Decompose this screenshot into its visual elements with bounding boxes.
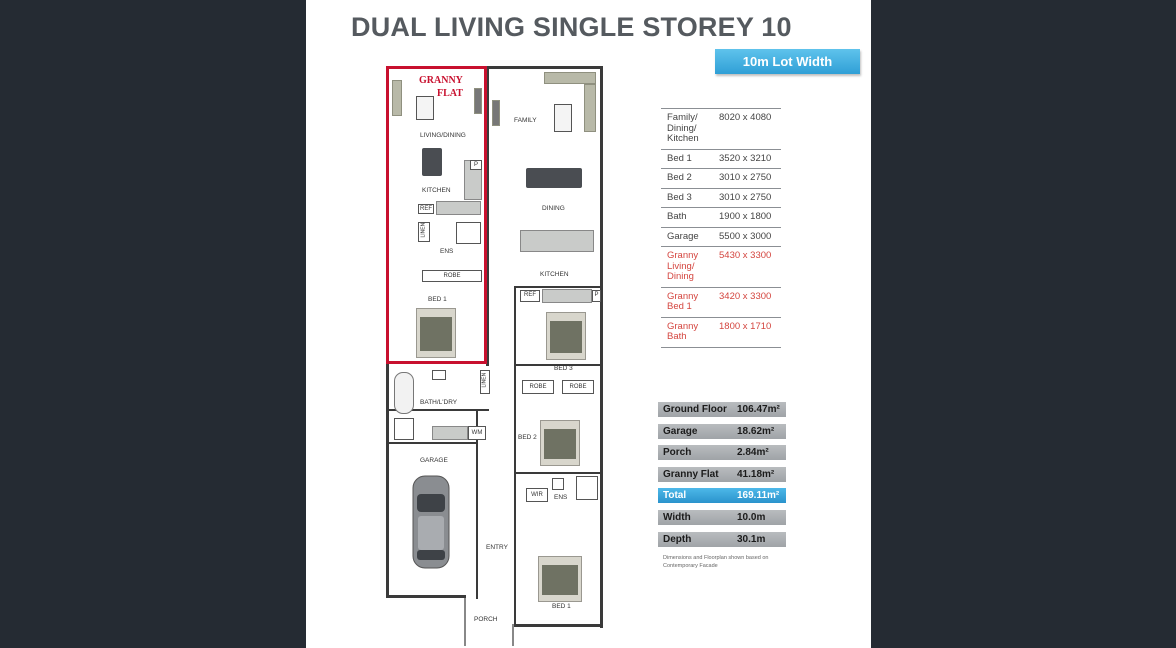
room-row xyxy=(661,149,781,169)
laundry-tub-icon xyxy=(432,426,468,440)
island-bench-icon xyxy=(520,230,594,252)
washing-machine-box: WM xyxy=(468,426,486,440)
room-row xyxy=(661,188,781,208)
room-label-dining: DINING xyxy=(542,205,565,212)
area-value: 30.1m xyxy=(737,534,766,545)
area-value: 169.11m² xyxy=(737,490,780,501)
area-bar xyxy=(658,467,786,482)
room-name: Bed 1 xyxy=(661,149,713,169)
room-label-living-dining: LIVING/DINING xyxy=(420,132,466,139)
floorplan-sheet xyxy=(306,0,871,648)
porch-wall xyxy=(464,598,466,646)
robe-box: ROBE xyxy=(522,380,554,394)
room-row xyxy=(661,208,781,228)
bed-icon xyxy=(546,312,586,360)
car-icon xyxy=(411,472,451,572)
area-value: 10.0m xyxy=(737,512,766,523)
room-row xyxy=(661,169,781,189)
pantry-box: P xyxy=(592,290,601,302)
room-size: 1900 x 1800 xyxy=(713,208,781,228)
sofa-icon xyxy=(584,84,596,132)
footnote: Dimensions and Floorplan shown based on Contemporary Facade xyxy=(663,555,769,569)
wall xyxy=(512,624,603,627)
room-name: Garage xyxy=(661,227,713,247)
tv-unit-icon xyxy=(474,88,482,114)
room-size: 1800 x 1710 xyxy=(713,317,781,347)
bed-icon xyxy=(538,556,582,602)
wall xyxy=(600,66,603,628)
linen-label: LINEN xyxy=(481,372,488,388)
lot-width-badge: 10m Lot Width xyxy=(715,49,860,74)
room-row xyxy=(661,109,781,150)
room-name: Bed 2 xyxy=(661,169,713,189)
wall xyxy=(514,286,516,626)
pantry-box: P xyxy=(470,160,482,170)
wall xyxy=(386,442,476,444)
area-bar xyxy=(658,532,786,547)
room-name: Bed 3 xyxy=(661,188,713,208)
rug-icon xyxy=(416,96,434,120)
wall xyxy=(514,472,603,474)
room-size: 3520 x 3210 xyxy=(713,149,781,169)
room-name: Granny Living/ Dining xyxy=(661,247,713,288)
wall xyxy=(386,595,466,598)
room-label-entry: ENTRY xyxy=(486,544,508,551)
toilet-icon xyxy=(552,478,564,490)
area-label: Garage xyxy=(663,426,698,437)
fridge-box: REF xyxy=(420,206,432,212)
room-row xyxy=(661,287,781,317)
linen-label: LINEN xyxy=(420,222,427,238)
tv-unit-icon xyxy=(492,100,500,126)
granny-title-2: FLAT xyxy=(437,88,463,99)
area-value: 106.47m² xyxy=(737,404,780,415)
robe-box: ROBE xyxy=(562,380,594,394)
room-row xyxy=(661,227,781,247)
area-label: Porch xyxy=(663,447,692,458)
room-label-family: FAMILY xyxy=(514,117,537,124)
shower-icon xyxy=(394,418,414,440)
room-name: Granny Bed 1 xyxy=(661,287,713,317)
room-label-bed1: BED 1 xyxy=(552,603,571,610)
area-bar xyxy=(658,510,786,525)
area-label: Total xyxy=(663,490,687,501)
linen-box xyxy=(480,370,490,394)
dining-table-icon xyxy=(526,168,582,188)
bathtub-icon xyxy=(394,372,414,414)
bed-icon xyxy=(416,308,456,358)
room-label-bed3: BED 3 xyxy=(554,365,573,372)
room-size: 5500 x 3000 xyxy=(713,227,781,247)
robe-box: ROBE xyxy=(422,270,482,282)
shower-icon xyxy=(576,476,598,500)
wall xyxy=(514,286,603,288)
room-name: Family/ Dining/ Kitchen xyxy=(661,109,713,150)
room-label-granny-ens: ENS xyxy=(440,248,454,255)
bed-icon xyxy=(540,420,580,466)
room-label-granny-kitchen: KITCHEN xyxy=(422,187,451,194)
room-size: 3010 x 2750 xyxy=(713,188,781,208)
room-label-bath-ldry: BATH/L'DRY xyxy=(420,399,458,406)
floor-plan xyxy=(386,64,606,648)
room-label-garage: GARAGE xyxy=(420,457,448,464)
room-size: 3420 x 3300 xyxy=(713,287,781,317)
area-label: Width xyxy=(663,512,691,523)
room-label-porch: PORCH xyxy=(474,616,498,623)
area-bar xyxy=(658,402,786,417)
toilet-icon xyxy=(432,370,446,380)
area-bar xyxy=(658,424,786,439)
page-title: DUAL LIVING SINGLE STOREY 10 xyxy=(351,12,792,42)
rug-icon xyxy=(554,104,572,132)
dining-table-icon xyxy=(422,148,442,176)
area-value: 2.84m² xyxy=(737,447,769,458)
room-size: 5430 x 3300 xyxy=(713,247,781,288)
sofa-icon xyxy=(392,80,402,116)
area-label: Granny Flat xyxy=(663,469,719,480)
area-value: 41.18m² xyxy=(737,469,775,480)
sink-bench-icon xyxy=(436,201,481,215)
linen-box xyxy=(418,222,430,242)
porch-wall xyxy=(512,624,514,646)
room-label-granny-bed1: BED 1 xyxy=(428,296,447,303)
room-label-bed2: BED 2 xyxy=(518,434,537,441)
room-size-table xyxy=(661,108,781,348)
room-name: Granny Bath xyxy=(661,317,713,347)
cooktop-icon xyxy=(542,289,592,303)
granny-title: GRANNY xyxy=(419,75,463,86)
room-label-ens: ENS xyxy=(554,494,568,501)
area-label: Ground Floor xyxy=(663,404,727,415)
room-size: 8020 x 4080 xyxy=(713,109,781,150)
room-row xyxy=(661,247,781,288)
room-name: Bath xyxy=(661,208,713,228)
room-row xyxy=(661,317,781,347)
area-label: Depth xyxy=(663,534,692,545)
area-value: 18.62m² xyxy=(737,426,775,437)
room-label-kitchen: KITCHEN xyxy=(540,271,569,278)
fridge-box: REF xyxy=(520,290,540,302)
wall xyxy=(486,66,603,69)
wir-box: WIR xyxy=(526,488,548,502)
room-size: 3010 x 2750 xyxy=(713,169,781,189)
area-bar xyxy=(658,445,786,460)
shower-icon xyxy=(456,222,481,244)
sofa-icon xyxy=(544,72,596,84)
area-bar xyxy=(658,488,786,503)
